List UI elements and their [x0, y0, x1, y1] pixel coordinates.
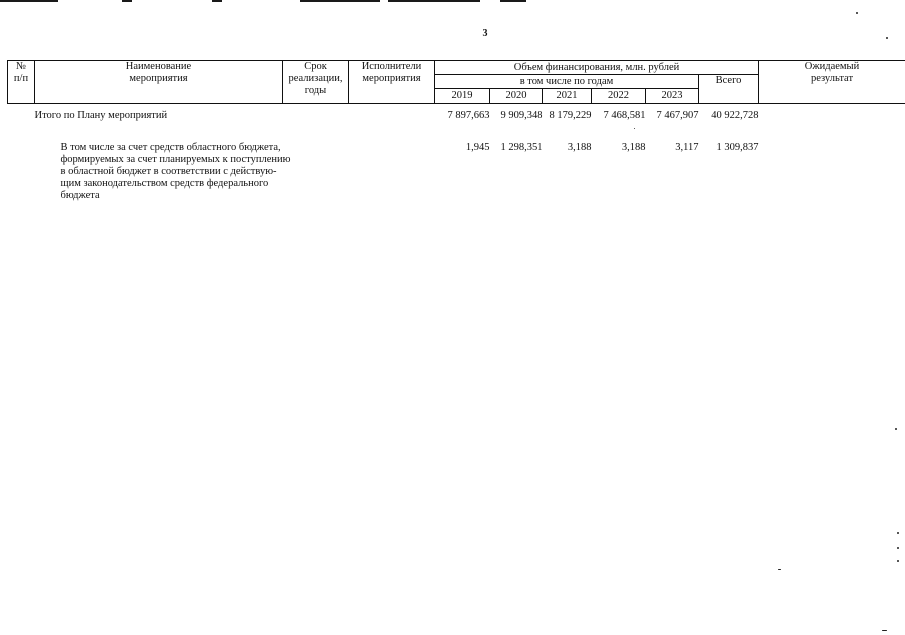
header-year-2019: 2019 — [435, 89, 490, 104]
scan-speck — [882, 630, 887, 631]
row-regional-sum: 1 309,837 — [716, 142, 759, 153]
header-expected-result: Ожидаемый результат — [759, 61, 905, 104]
header-year-2022: 2022 — [592, 89, 646, 104]
header-name: Наименование мероприятия — [35, 61, 283, 104]
row-regional-2023: 3,117 — [675, 142, 699, 153]
scan-speck — [895, 428, 897, 430]
table-row-total — [8, 110, 905, 142]
row-total-2023: 7 467,907 — [656, 110, 699, 121]
row-total-name: Итого по Плану мероприятий — [34, 110, 168, 121]
scan-edge-marks — [0, 0, 905, 3]
row-total-2022: 7 468,581 — [603, 110, 646, 121]
row-regional-2019: 1,945 — [465, 142, 490, 153]
table-body — [8, 104, 905, 215]
header-total: Всего — [699, 75, 759, 104]
header-year-2020: 2020 — [490, 89, 543, 104]
page-number: 3 — [482, 28, 488, 39]
scan-speck — [897, 560, 899, 562]
funding-plan-table — [7, 60, 905, 214]
scan-speck — [778, 569, 781, 570]
row-total-2019: 7 897,663 — [447, 110, 490, 121]
header-year-2021: 2021 — [543, 89, 592, 104]
row-total-sum: 40 922,728 — [711, 110, 759, 121]
header-term: Срок реализации, годы — [283, 61, 349, 104]
header-executors: Исполнители мероприятия — [349, 61, 435, 104]
scan-speck — [897, 547, 899, 549]
row-regional-name: В том числе за счет средств областного бюджета, формируемых за счет планируемых к поступлению в областной бюджет в соответствии с действую- щим законодательством средств федерального бюджета — [60, 142, 291, 201]
scan-speck — [886, 37, 888, 39]
scan-speck — [856, 12, 858, 14]
table-row-regional-budget — [8, 142, 905, 214]
header-number: № п/п — [8, 61, 35, 104]
row-regional-2020: 1 298,351 — [500, 142, 543, 153]
row-total-2021: 8 179,229 — [549, 110, 592, 121]
header-by-years: в том числе по годам — [435, 75, 699, 89]
header-year-2023: 2023 — [646, 89, 699, 104]
scan-speck — [897, 532, 899, 534]
row-regional-2022: 3,188 — [621, 142, 646, 153]
row-regional-2021: 3,188 — [567, 142, 592, 153]
table-header — [8, 61, 905, 104]
header-funding-volume: Объем финансирования, млн. рублей — [435, 61, 759, 75]
row-total-2020: 9 909,348 — [500, 110, 543, 121]
